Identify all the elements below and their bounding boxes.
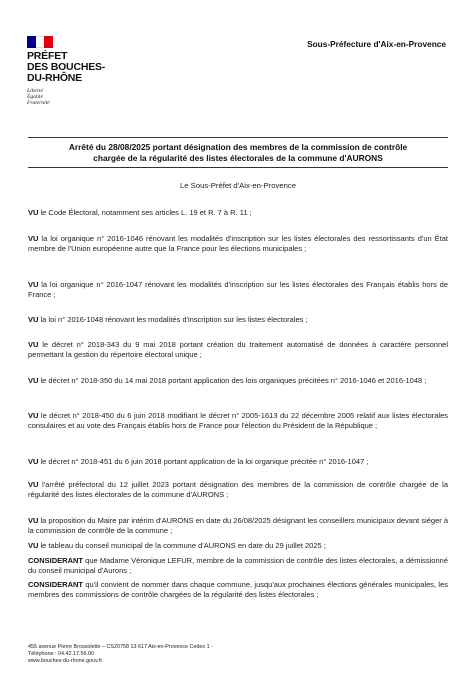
footer-contact	[28, 644, 213, 665]
paragraph: CONSIDERANT qu'il convient de nommer dans chaque commune, jusqu'aux prochaines élections générales municipales, les membres des commissions de contrôle chargées de la régularité des listes électorales ;	[28, 580, 448, 600]
paragraph: VU la loi n° 2016-1048 rénovant les modalités d'inscription sur les listes électorales ;	[28, 315, 308, 324]
marianne-flag-icon	[27, 36, 53, 48]
document-title	[28, 137, 448, 168]
paragraph: VU le décret n° 2018-350 du 14 mai 2018 portant application des lois organiques précitées n° 2016-1046 et 2016-1048 ;	[28, 376, 427, 385]
paragraph: VU le décret n° 2018-343 du 9 mai 2018 portant création du traitement automatisé de données à caractère personnel permettant la gestion du répertoire électoral unique ;	[28, 340, 448, 360]
republic-motto: Liberté Égalité Fraternité	[27, 88, 50, 106]
paragraph: VU l'arrêté préfectoral du 12 juillet 2023 portant désignation des membres de la commission de contrôle chargée de la régularité des listes électorales de la commune d'AURONS ;	[28, 480, 448, 500]
footer-address: 455 avenue Pierre Brossolette – CS20758 13 617 Aix-en-Provence Cedex 1 -	[28, 644, 213, 650]
paragraph: VU le tableau du conseil municipal de la commune d'AURONS en date du 29 juillet 2025 ;	[28, 541, 326, 550]
paragraph: CONSIDERANT que Madame Véronique LEFUR, membre de la commission de contrôle des listes électorales, a démissionné du conseil municipal d'Aurons ;	[28, 556, 448, 576]
sub-prefecture-name: Sous-Préfecture d'Aix-en-Provence	[307, 39, 446, 49]
footer-website: www.bouches-du-rhone.gouv.fr	[28, 658, 103, 664]
signatory-heading: Le Sous-Préfet d'Aix-en-Provence	[180, 181, 296, 190]
paragraph: VU la loi organique n° 2016-1046 rénovant les modalités d'inscription sur les listes électorales des ressortissants d'un État membre de l'Union européenne autre que la France pour les élections municipales ;	[28, 234, 448, 254]
paragraph: VU le décret n° 2018-450 du 6 juin 2018 modifiant le décret n° 2005-1613 du 22 décembre 2005 relatif aux listes électorales consulaires et au vote des Français établis hors de France pour l'élection du Président de la République ;	[28, 411, 448, 431]
paragraph: VU le décret n° 2018-451 du 6 juin 2018 portant application de la loi organique précitée n° 2016-1047 ;	[28, 457, 369, 466]
title-line-2: chargée de la régularité des listes électorales de la commune d'AURONS	[93, 153, 383, 163]
footer-phone: Téléphone : 04.42.17.56.00	[28, 651, 94, 657]
title-line-1: Arrêté du 28/08/2025 portant désignation des membres de la commission de contrôle	[68, 142, 408, 152]
paragraph: VU la proposition du Maire par intérim d'AURONS en date du 26/08/2025 désignant les conseillers municipaux devant siéger à la commission de contrôle de la commune ;	[28, 516, 449, 536]
prefecture-logo	[27, 36, 127, 106]
paragraph: VU le Code Électoral, notamment ses articles L. 19 et R. 7 à R. 11 ;	[28, 208, 252, 217]
paragraph: VU la loi organique n° 2016-1047 rénovant les modalités d'inscription sur les listes électorales des Français établis hors de France ;	[28, 280, 448, 300]
prefecture-name: PRÉFET DES BOUCHES- DU-RHÔNE	[27, 50, 106, 84]
